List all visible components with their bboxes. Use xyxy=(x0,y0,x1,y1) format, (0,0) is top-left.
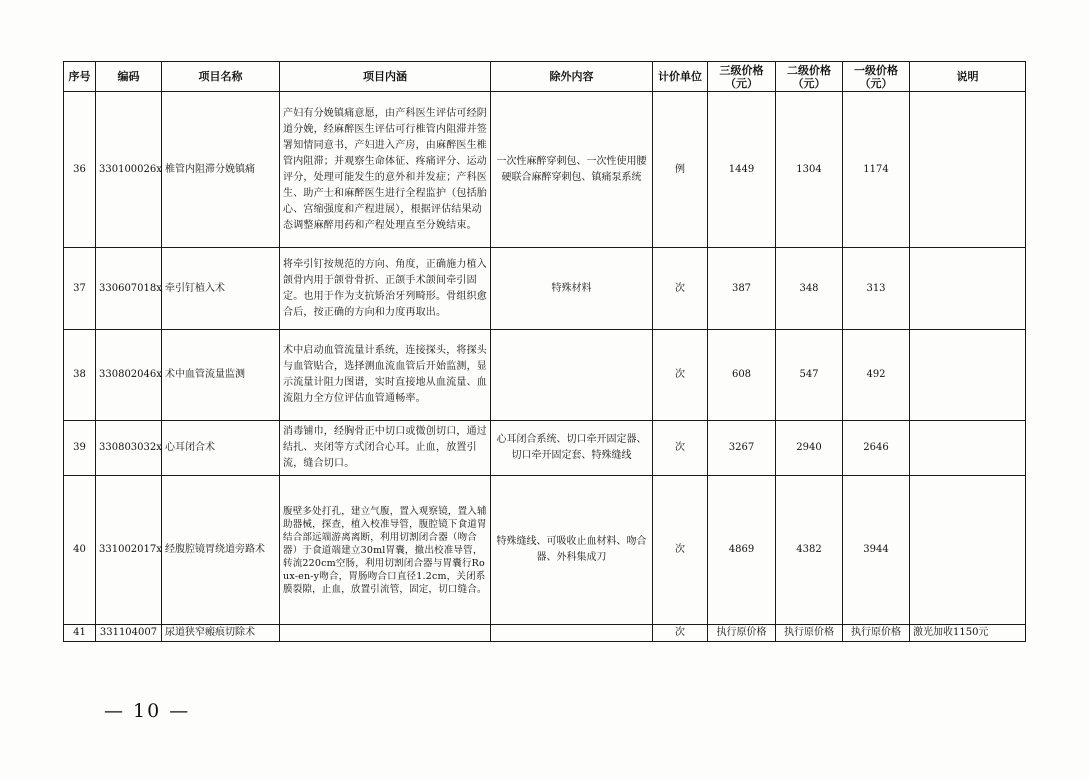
header-unit: 计价单位 xyxy=(653,62,708,92)
cell-unit: 次 xyxy=(653,625,708,642)
cell-note xyxy=(910,92,1026,248)
cell-name: 椎管内阻滞分娩镇痛 xyxy=(162,92,280,248)
cell-content: 产妇有分娩镇痛意愿，由产科医生评估可经阴道分娩，经麻醉医生评估可行椎管内阻滞并签署知情同意书，产妇进入产房，由麻醉医生椎管内阻滞；并观察生命体征、疼痛评分、运动评分，处理可能发生的意外和并发症；产科医生、助产士和麻醉医生进行全程监护（包括胎心、宫缩强度和产程进展），根据评估结果动态调整麻醉用药和产程处理直至分娩结束。 xyxy=(280,92,491,248)
price-table xyxy=(63,61,1026,642)
header-row xyxy=(64,62,1026,92)
cell-unit: 次 xyxy=(653,248,708,330)
cell-price1: 1174 xyxy=(843,92,910,248)
cell-note xyxy=(910,248,1026,330)
table-row xyxy=(64,421,1026,476)
cell-no: 39 xyxy=(64,421,96,476)
table-row xyxy=(64,92,1026,248)
cell-no: 38 xyxy=(64,330,96,421)
cell-content: 术中启动血管流量计系统，连接探头，将探头与血管贴合，选择测血流血管后开始监测，显示流量计阻力图谱，实时直接地从血流量、血流阻力全方位评估血管通畅率。 xyxy=(280,330,491,421)
cell-price2: 2940 xyxy=(776,421,843,476)
cell-price1: 执行原价格 xyxy=(843,625,910,642)
header-price3: 三级价格 （元） xyxy=(708,62,776,92)
table-row xyxy=(64,476,1026,625)
cell-name: 牵引钉植入术 xyxy=(162,248,280,330)
cell-unit: 次 xyxy=(653,330,708,421)
cell-exclusion xyxy=(491,625,653,642)
cell-name: 尿道狭窄瘢痕切除术 xyxy=(162,625,280,642)
cell-price2: 执行原价格 xyxy=(776,625,843,642)
cell-price3: 387 xyxy=(708,248,776,330)
cell-exclusion: 心耳闭合系统、切口牵开固定器、切口牵开固定套、特殊缝线 xyxy=(491,421,653,476)
cell-name: 心耳闭合术 xyxy=(162,421,280,476)
cell-content: 消毒铺巾，经胸骨正中切口或微创切口，通过结扎、夹闭等方式闭合心耳。止血，放置引流，缝合切口。 xyxy=(280,421,491,476)
table-row xyxy=(64,330,1026,421)
header-name: 项目名称 xyxy=(162,62,280,92)
header-code: 编码 xyxy=(96,62,162,92)
table-row xyxy=(64,248,1026,330)
cell-no: 40 xyxy=(64,476,96,625)
cell-name: 术中血管流量监测 xyxy=(162,330,280,421)
cell-price2: 1304 xyxy=(776,92,843,248)
cell-no: 37 xyxy=(64,248,96,330)
cell-content xyxy=(280,625,491,642)
cell-note: 激光加收1150元 xyxy=(910,625,1026,642)
cell-exclusion: 一次性麻醉穿刺包、一次性使用腰硬联合麻醉穿刺包、镇痛泵系统 xyxy=(491,92,653,248)
cell-price2: 547 xyxy=(776,330,843,421)
cell-price3: 4869 xyxy=(708,476,776,625)
cell-exclusion: 特殊材料 xyxy=(491,248,653,330)
cell-price3: 1449 xyxy=(708,92,776,248)
cell-code: 330100026x xyxy=(96,92,162,248)
cell-code: 330607018x xyxy=(96,248,162,330)
cell-price3: 执行原价格 xyxy=(708,625,776,642)
cell-content: 腹壁多处打孔，建立气腹，置入观察镜，置入辅助器械，探查，植入校准导管，腹腔镜下食道胃结合部远端游离离断，利用切割闭合器（吻合器）于食道端建立30ml胃囊，撤出校准导管，转流220cm空肠，利用切割闭合器与胃囊行Roux-en-y吻合，胃肠吻合口直径1.2cm，关闭系膜裂隙，止血，放置引流管，固定，切口缝合。 xyxy=(280,476,491,625)
cell-no: 36 xyxy=(64,92,96,248)
cell-note xyxy=(910,476,1026,625)
cell-price1: 313 xyxy=(843,248,910,330)
cell-exclusion xyxy=(491,330,653,421)
cell-code: 330803032x xyxy=(96,421,162,476)
cell-price1: 3944 xyxy=(843,476,910,625)
cell-code: 331002017x xyxy=(96,476,162,625)
cell-price3: 608 xyxy=(708,330,776,421)
cell-code: 330802046x xyxy=(96,330,162,421)
cell-exclusion: 特殊缝线、可吸收止血材料、吻合器、外科集成刀 xyxy=(491,476,653,625)
cell-note xyxy=(910,330,1026,421)
cell-unit: 例 xyxy=(653,92,708,248)
cell-price3: 3267 xyxy=(708,421,776,476)
header-exclusion: 除外内容 xyxy=(491,62,653,92)
cell-price1: 492 xyxy=(843,330,910,421)
cell-price2: 4382 xyxy=(776,476,843,625)
cell-name: 经腹腔镜胃绕道旁路术 xyxy=(162,476,280,625)
cell-code: 331104007 xyxy=(96,625,162,642)
cell-price2: 348 xyxy=(776,248,843,330)
cell-unit: 次 xyxy=(653,476,708,625)
table-row xyxy=(64,625,1026,642)
cell-price1: 2646 xyxy=(843,421,910,476)
header-no: 序号 xyxy=(64,62,96,92)
header-note: 说明 xyxy=(910,62,1026,92)
cell-no: 41 xyxy=(64,625,96,642)
cell-unit: 次 xyxy=(653,421,708,476)
header-price1: 一级价格 （元） xyxy=(843,62,910,92)
cell-note xyxy=(910,421,1026,476)
header-price2: 二级价格 （元） xyxy=(776,62,843,92)
header-content: 项目内涵 xyxy=(280,62,491,92)
page-number: — 10 — xyxy=(104,700,191,722)
cell-content: 将牵引钉按规范的方向、角度，正确施力植入颌骨内用于颌骨骨折、正颌手术颌间牵引固定。也用于作为支抗矫治牙列畸形。骨组织愈合后，按正确的方向和力度再取出。 xyxy=(280,248,491,330)
